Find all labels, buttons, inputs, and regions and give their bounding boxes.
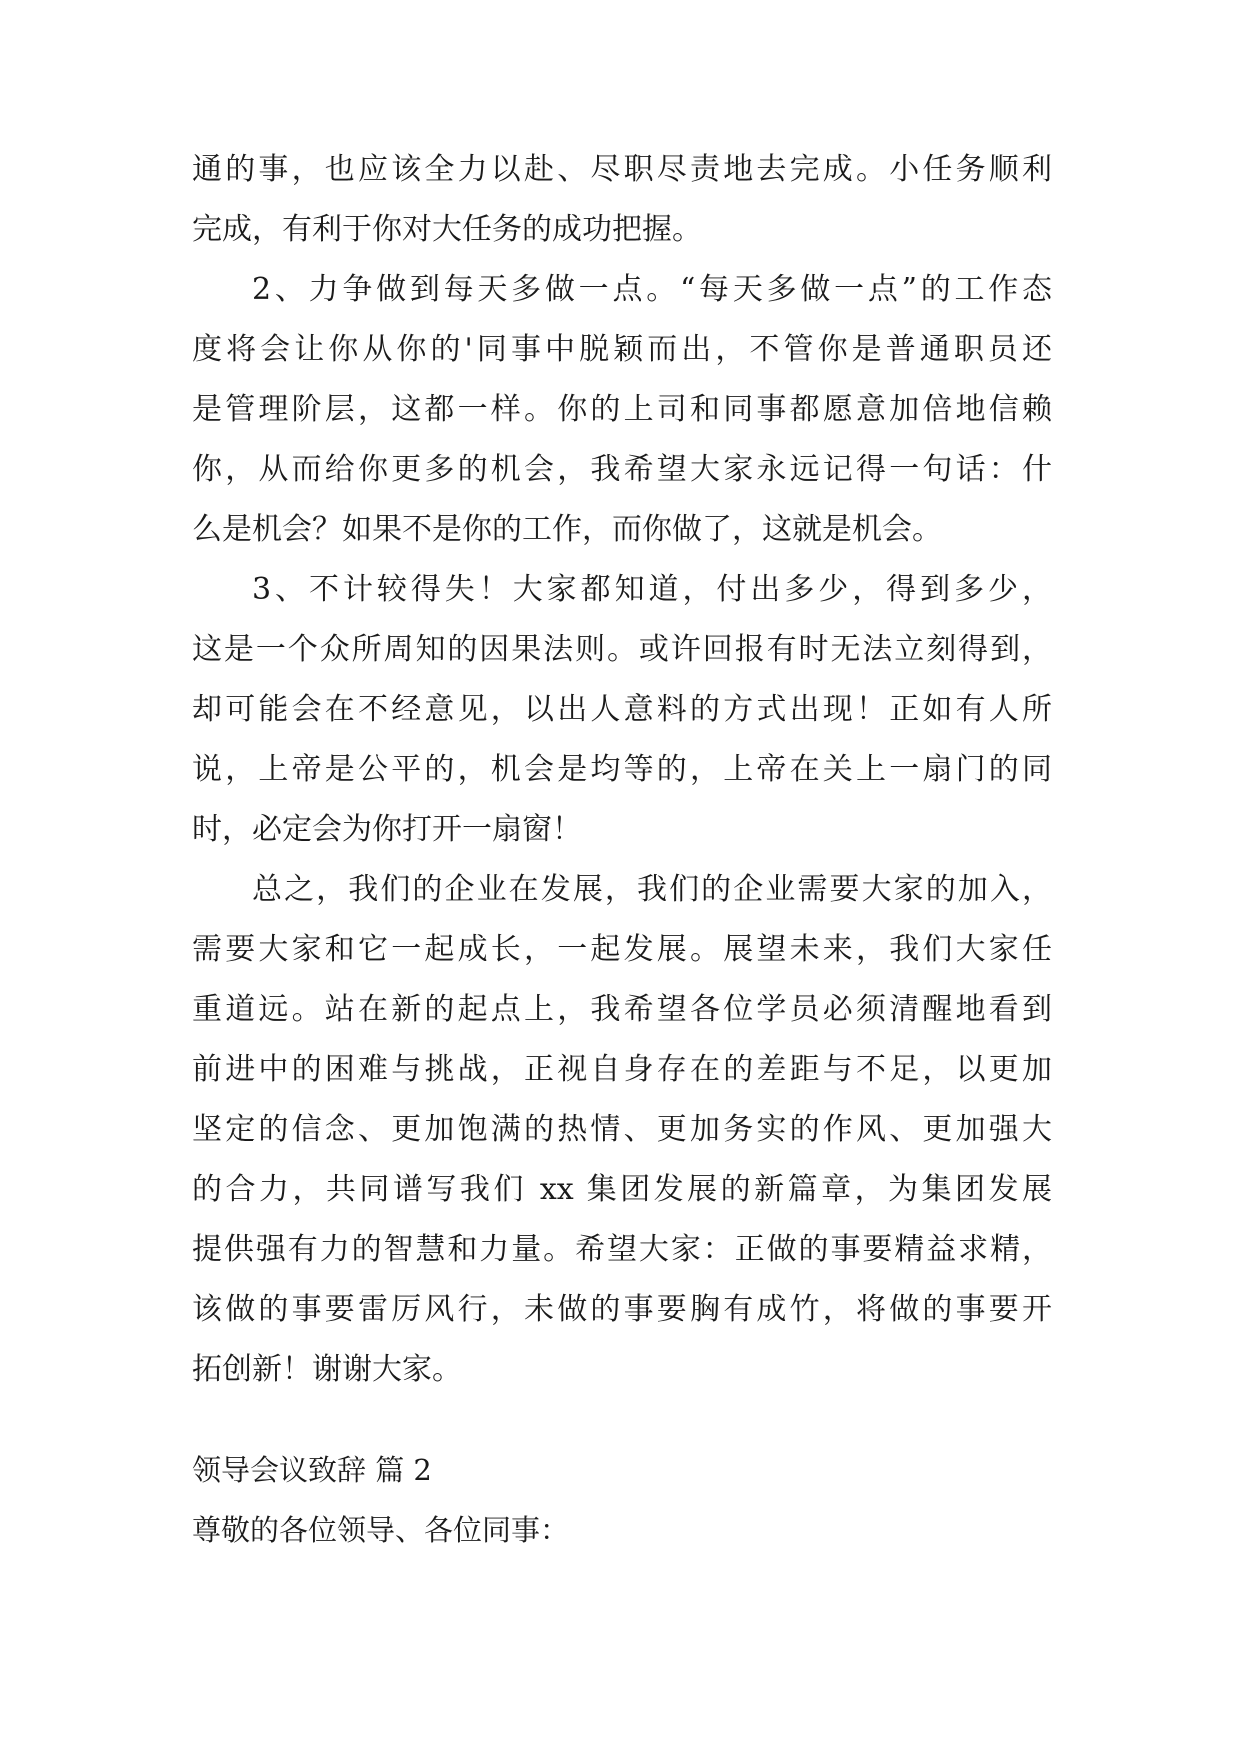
body-line: 总之，我们的企业在发展，我们的企业需要大家的加入，: [252, 872, 1052, 907]
body-line: 度将会让你从你的'同事中脱颖而出，不管你是普通职员还: [192, 332, 1052, 367]
body-line: 拓创新！谢谢大家。: [192, 1352, 462, 1387]
body-line: 2、力争做到每天多做一点。“每天多做一点”的工作态: [252, 272, 1052, 307]
body-line: 说，上帝是公平的，机会是均等的，上帝在关上一扇门的同: [192, 752, 1052, 787]
body-line: 重道远。站在新的起点上，我希望各位学员必须清醒地看到: [192, 992, 1052, 1027]
body-line: 通的事，也应该全力以赴、尽职尽责地去完成。小任务顺利: [192, 152, 1052, 187]
body-line: 时，必定会为你打开一扇窗！: [192, 812, 582, 847]
body-line: 坚定的信念、更加饱满的热情、更加务实的作风、更加强大: [192, 1112, 1052, 1147]
body-line: 么是机会？如果不是你的工作，而你做了，这就是机会。: [192, 512, 942, 547]
body-line: 需要大家和它一起成长，一起发展。展望未来，我们大家任: [192, 932, 1052, 967]
body-line: 是管理阶层，这都一样。你的上司和同事都愿意加倍地信赖: [192, 392, 1052, 427]
body-line: 却可能会在不经意见，以出人意料的方式出现！正如有人所: [192, 692, 1052, 727]
body-line: 提供强有力的智慧和力量。希望大家：正做的事要精益求精，: [192, 1232, 1052, 1267]
body-line: 3、不计较得失！大家都知道，付出多少，得到多少，: [252, 572, 1052, 607]
salutation: 尊敬的各位领导、各位同事：: [192, 1513, 570, 1547]
body-line: 这是一个众所周知的因果法则。或许回报有时无法立刻得到，: [192, 632, 1052, 667]
section-title: 领导会议致辞 篇 2: [192, 1453, 432, 1487]
body-line: 的合力，共同谱写我们 xx 集团发展的新篇章，为集团发展: [192, 1172, 1052, 1207]
body-line: 完成，有利于你对大任务的成功把握。: [192, 212, 702, 247]
body-line: 你，从而给你更多的机会，我希望大家永远记得一句话：什: [192, 452, 1052, 487]
body-line: 该做的事要雷厉风行，未做的事要胸有成竹，将做的事要开: [192, 1292, 1052, 1327]
body-line: 前进中的困难与挑战，正视自身存在的差距与不足，以更加: [192, 1052, 1052, 1087]
